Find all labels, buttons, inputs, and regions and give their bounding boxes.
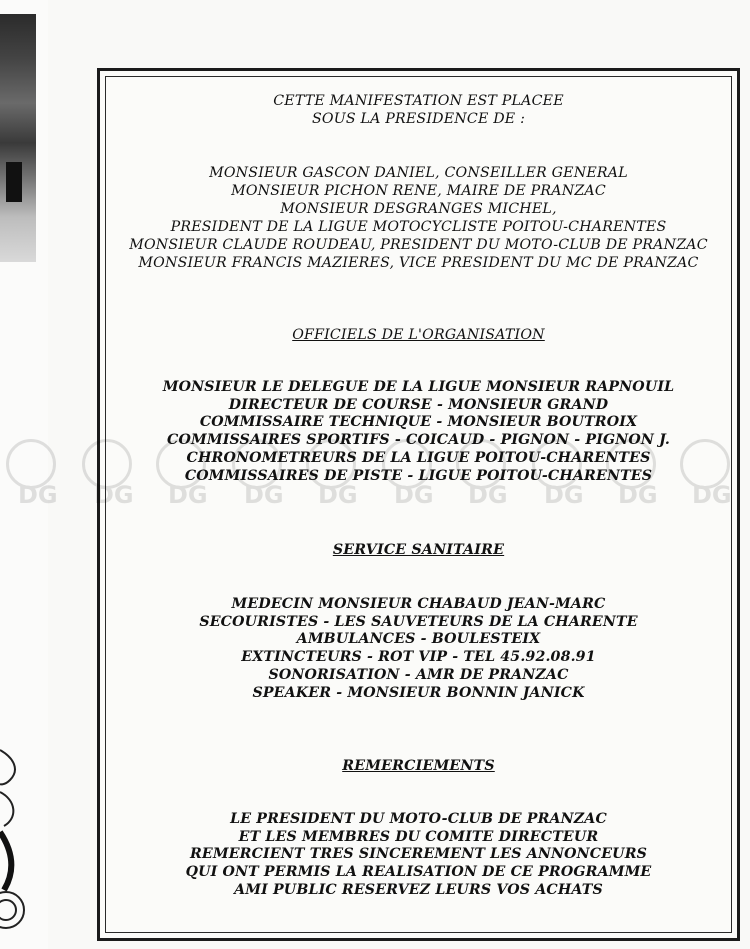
officiel-line: CHRONOMETREURS DE LA LIGUE POITOU-CHARENTES <box>186 449 651 466</box>
sanitaire-line: SECOURISTES - LES SAUVETEURS DE LA CHARENTE <box>199 613 638 630</box>
officiel-line: COMMISSAIRE TECHNIQUE - MONSIEUR BOUTROIX <box>199 414 638 431</box>
sanitaire-line: SONORISATION - AMR DE PRANZAC <box>268 666 569 683</box>
officiel-line: MONSIEUR LE DELEGUE DE LA LIGUE MONSIEUR RAPNOUIL <box>162 379 675 395</box>
officiels-list <box>97 379 740 485</box>
watermark-text: DG <box>244 481 284 509</box>
remerciements-heading: REMERCIEMENTS <box>342 758 495 774</box>
president-line: PRESIDENT DE LA LIGUE MOTOCYCLISTE POITOU-CHARENTES <box>170 219 667 235</box>
remerciements-list <box>97 811 740 900</box>
sanitaire-line: AMBULANCES - BOULESTEIX <box>296 631 541 648</box>
remerciement-line: REMERCIENT TRES SINCEREMENT LES ANNONCEURS <box>189 846 648 863</box>
remerciement-line: LE PRESIDENT DU MOTO-CLUB DE PRANZAC <box>230 811 607 827</box>
watermark-text: DG <box>468 481 508 509</box>
watermark-text: DG <box>692 481 732 509</box>
presidence-intro <box>97 92 740 128</box>
sanitaire-line: SPEAKER - MONSIEUR BONNIN JANICK <box>252 684 585 701</box>
sanitaire-heading: SERVICE SANITAIRE <box>332 542 505 558</box>
remerciement-line: QUI ONT PERMIS LA REALISATION DE CE PROGRAMME <box>185 864 652 881</box>
president-line: MONSIEUR FRANCIS MAZIERES, VICE PRESIDENT DU MC DE PRANZAC <box>138 255 699 271</box>
intro-line: CETTE MANIFESTATION EST PLACEE <box>273 93 564 109</box>
remerciement-line: ET LES MEMBRES DU COMITE DIRECTEUR <box>238 828 599 845</box>
intro-line: SOUS LA PRESIDENCE DE : <box>311 111 526 127</box>
watermark-text: DG <box>94 481 134 509</box>
officiel-line: COMMISSAIRES DE PISTE - LIGUE POITOU-CHARENTES <box>184 467 653 484</box>
watermark-text: DG <box>394 481 434 509</box>
presidents-list <box>97 164 740 272</box>
sanitaire-line: EXTINCTEURS - ROT VIP - TEL 45.92.08.91 <box>241 649 596 666</box>
president-line: MONSIEUR PICHON RENE, MAIRE DE PRANZAC <box>231 183 606 199</box>
watermark-text: DG <box>168 481 208 509</box>
president-line: MONSIEUR CLAUDE ROUDEAU, PRESIDENT DU MOTO-CLUB DE PRANZAC <box>129 237 708 253</box>
watermark-logo <box>2 437 72 513</box>
sanitaire-list <box>97 596 740 702</box>
watermark-text: DG <box>618 481 658 509</box>
watermark-text: DG <box>544 481 584 509</box>
remerciement-line: AMI PUBLIC RESERVEZ LEURS VOS ACHATS <box>234 881 603 898</box>
watermark-text: DG <box>318 481 358 509</box>
watermark-text: DG <box>18 481 58 509</box>
cropped-photo-edge <box>0 14 36 262</box>
president-line: MONSIEUR GASCON DANIEL, CONSEILLER GENERAL <box>209 165 628 181</box>
officiels-heading: OFFICIELS DE L'ORGANISATION <box>292 327 545 343</box>
officiel-line: COMMISSAIRES SPORTIFS - COICAUD - PIGNON - PIGNON J. <box>167 432 670 449</box>
officiel-line: DIRECTEUR DE COURSE - MONSIEUR GRAND <box>228 396 609 413</box>
cropped-drawing-edge <box>0 740 28 940</box>
sanitaire-line: MEDECIN MONSIEUR CHABAUD JEAN-MARC <box>231 596 606 612</box>
president-line: MONSIEUR DESGRANGES MICHEL, <box>280 201 557 217</box>
